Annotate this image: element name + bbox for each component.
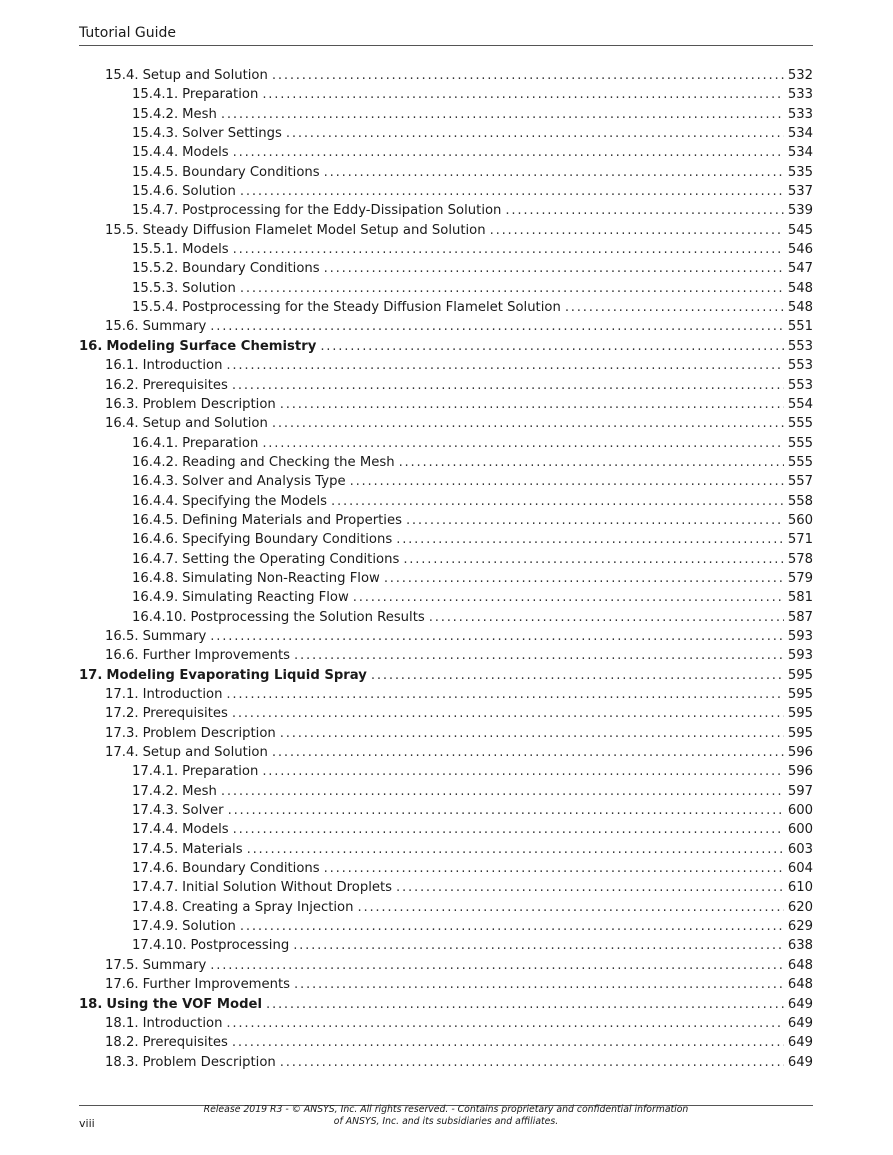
toc-entry-title: Mesh — [182, 106, 217, 122]
toc-entry[interactable] — [79, 704, 813, 723]
toc-leader-dots — [226, 1014, 783, 1033]
toc-entry-number: 15.4.7. — [132, 203, 179, 219]
toc-leader-dots — [280, 724, 784, 743]
toc-entry-page: 553 — [787, 358, 813, 374]
toc-entry-title: Specifying Boundary Conditions — [182, 532, 393, 548]
toc-leader-dots — [262, 762, 784, 781]
footer-page-number: viii — [79, 1117, 95, 1130]
toc-leader-dots — [331, 492, 784, 511]
toc-entry-number: 15.5. — [105, 222, 139, 238]
toc-entry-title: Simulating Reacting Flow — [182, 590, 349, 606]
toc-entry-page: 596 — [787, 764, 813, 780]
toc-entry[interactable] — [79, 395, 813, 414]
toc-entry-title: Introduction — [142, 687, 223, 702]
toc-entry[interactable] — [79, 511, 813, 530]
toc-entry[interactable] — [79, 782, 813, 801]
toc-leader-dots — [324, 163, 784, 182]
toc-entry-title: Simulating Non-Reacting Flow — [182, 570, 380, 586]
toc-entry-page: 560 — [787, 512, 813, 528]
toc-entry-page: 597 — [787, 783, 813, 799]
toc-leader-dots — [286, 124, 784, 143]
toc-entry[interactable] — [79, 936, 813, 955]
toc-entry-title: Boundary Conditions — [182, 164, 320, 180]
toc-entry-page: 649 — [787, 1054, 813, 1070]
toc-entry-number: 15.5.1. — [132, 242, 179, 258]
toc-leader-dots — [399, 453, 784, 472]
toc-leader-dots — [294, 646, 784, 665]
toc-entry-title: Prerequisites — [142, 706, 228, 722]
toc-entry-number: 16.4.2. — [132, 454, 179, 470]
toc-entry-page: 533 — [787, 106, 813, 122]
toc-entry[interactable] — [79, 105, 813, 124]
toc-entry-number: 16.4. — [105, 416, 139, 432]
toc-entry-number: 15.4.3. — [132, 126, 179, 142]
toc-entry-page: 578 — [787, 551, 813, 567]
toc-leader-dots — [280, 395, 784, 414]
toc-entry-page: 546 — [787, 242, 813, 258]
toc-entry-number: 16.4.3. — [132, 474, 179, 490]
toc-leader-dots — [226, 356, 783, 375]
toc-entry-number: 17.6. — [105, 977, 139, 993]
toc-entry[interactable] — [79, 163, 813, 182]
toc-entry-page: 553 — [787, 338, 813, 354]
toc-entry-title: Preparation — [182, 764, 259, 780]
toc-entry-title: Defining Materials and Properties — [182, 512, 402, 528]
toc-entry-page: 593 — [787, 648, 813, 664]
toc-entry-page: 600 — [787, 822, 813, 838]
toc-entry-page: 548 — [787, 300, 813, 316]
toc-entry[interactable] — [79, 666, 813, 685]
toc-entry-page: 555 — [787, 416, 813, 432]
toc-entry-title: Postprocessing for the Steady Diffusion Flamelet Solution — [182, 300, 561, 316]
toc-entry-title: Setup and Solution — [142, 416, 268, 432]
toc-entry[interactable] — [79, 685, 813, 704]
toc-entry-title: Prerequisites — [142, 377, 228, 393]
toc-entry-number: 15.6. — [105, 319, 139, 335]
toc-entry-number: 15.4. — [105, 68, 139, 83]
toc-entry[interactable] — [79, 743, 813, 762]
toc-leader-dots — [272, 414, 784, 433]
toc-entry-page: 603 — [787, 841, 813, 857]
toc-entry[interactable] — [79, 646, 813, 665]
toc-entry[interactable] — [79, 820, 813, 839]
toc-entry-title: Initial Solution Without Droplets — [182, 880, 393, 896]
toc-entry-title: Solver Settings — [182, 126, 282, 142]
toc-entry[interactable] — [79, 724, 813, 743]
toc-entry-number: 17.4.5. — [132, 841, 179, 857]
toc-entry[interactable] — [79, 453, 813, 472]
toc-entry-title: Summary — [142, 957, 207, 973]
toc-entry[interactable] — [79, 1033, 813, 1052]
toc-entry[interactable] — [79, 434, 813, 453]
toc-leader-dots — [210, 956, 784, 975]
toc-entry-number: 15.4.6. — [132, 184, 179, 200]
toc-entry[interactable] — [79, 859, 813, 878]
toc-leader-dots — [384, 569, 784, 588]
toc-entry[interactable] — [79, 472, 813, 491]
toc-entry-number: 15.5.2. — [132, 261, 179, 277]
toc-leader-dots — [272, 66, 784, 85]
toc-leader-dots — [294, 975, 784, 994]
toc-entry[interactable] — [79, 1014, 813, 1033]
toc-entry[interactable] — [79, 356, 813, 375]
toc-entry[interactable] — [79, 898, 813, 917]
toc-entry-title: Models — [182, 822, 229, 838]
toc-entry[interactable] — [79, 317, 813, 336]
toc-entry-page: 533 — [787, 87, 813, 103]
toc-entry[interactable] — [79, 995, 813, 1014]
toc-leader-dots — [262, 434, 784, 453]
toc-entry-title: Preparation — [182, 435, 259, 451]
toc-entry-page: 604 — [787, 861, 813, 877]
toc-leader-dots — [324, 259, 784, 278]
toc-entry[interactable] — [79, 221, 813, 240]
toc-entry-number: 16. — [79, 338, 103, 354]
toc-leader-dots — [280, 1053, 784, 1072]
toc-entry-number: 17.4. — [105, 745, 139, 761]
toc-entry-number: 15.5.3. — [132, 280, 179, 296]
toc-entry-page: 537 — [787, 184, 813, 200]
toc-leader-dots — [357, 898, 783, 917]
toc-entry-number: 17.4.3. — [132, 803, 179, 819]
toc-leader-dots — [490, 221, 784, 240]
toc-entry-number: 16.6. — [105, 648, 139, 664]
toc-entry[interactable] — [79, 608, 813, 627]
toc-leader-dots — [350, 472, 784, 491]
toc-entry-number: 17.5. — [105, 957, 139, 973]
toc-entry[interactable] — [79, 878, 813, 897]
toc-entry-page: 545 — [787, 222, 813, 238]
toc-entry-title: Specifying the Models — [182, 493, 328, 509]
toc-entry[interactable] — [79, 840, 813, 859]
toc-entry-title: Summary — [142, 628, 207, 644]
toc-entry-number: 16.4.7. — [132, 551, 179, 567]
toc-entry-page: 571 — [787, 532, 813, 548]
toc-entry[interactable] — [79, 298, 813, 317]
toc-entry-number: 17.4.4. — [132, 822, 179, 838]
toc-leader-dots — [247, 840, 784, 859]
toc-entry-number: 17.4.8. — [132, 899, 179, 915]
toc-entry-title: Using the VOF Model — [106, 996, 262, 1012]
toc-entry-page: 555 — [787, 435, 813, 451]
toc-entry-page: 629 — [787, 919, 813, 935]
toc-entry-number: 17.4.9. — [132, 919, 179, 935]
toc-entry-title: Prerequisites — [142, 1035, 228, 1051]
toc-entry-number: 15.4.5. — [132, 164, 179, 180]
toc-entry[interactable] — [79, 259, 813, 278]
toc-entry-title: Materials — [182, 841, 243, 857]
toc-entry[interactable] — [79, 956, 813, 975]
toc-entry-page: 638 — [787, 938, 813, 954]
toc-entry-title: Creating a Spray Injection — [182, 899, 354, 915]
toc-entry-number: 16.4.10. — [132, 609, 187, 625]
toc-entry-page: 557 — [787, 474, 813, 490]
toc-entry-title: Boundary Conditions — [182, 261, 320, 277]
toc-leader-dots — [396, 530, 784, 549]
toc-entry-page: 555 — [787, 454, 813, 470]
toc-entry[interactable] — [79, 627, 813, 646]
toc-entry-page: 600 — [787, 803, 813, 819]
toc-leader-dots — [232, 704, 784, 723]
toc-leader-dots — [505, 201, 783, 220]
toc-leader-dots — [396, 878, 784, 897]
toc-leader-dots — [320, 337, 784, 356]
toc-entry-page: 649 — [787, 996, 813, 1012]
toc-entry-title: Problem Description — [142, 725, 276, 741]
toc-entry[interactable] — [79, 762, 813, 781]
toc-entry-page: 596 — [787, 745, 813, 761]
toc-entry-page: 595 — [787, 687, 813, 702]
toc-entry-title: Solution — [182, 919, 236, 935]
toc-entry-number: 16.4.4. — [132, 493, 179, 509]
toc-entry-title: Further Improvements — [142, 977, 291, 993]
toc-entry-page: 579 — [787, 570, 813, 586]
toc-entry-number: 16.4.6. — [132, 532, 179, 548]
toc-entry-title: Summary — [142, 319, 207, 335]
toc-entry-page: 553 — [787, 377, 813, 393]
toc-leader-dots — [240, 917, 784, 936]
toc-entry-title: Introduction — [142, 358, 223, 374]
toc-entry-page: 547 — [787, 261, 813, 277]
toc-entry-number: 17.4.7. — [132, 880, 179, 896]
toc-entry-title: Problem Description — [142, 396, 276, 412]
toc-leader-dots — [272, 743, 784, 762]
footer-copyright-line-1: Release 2019 R3 - © ANSYS, Inc. All rights reserved. - Contains proprietary and confidential information — [203, 1104, 689, 1115]
toc-entry-title: Solver and Analysis Type — [182, 474, 346, 490]
toc-entry-number: 16.5. — [105, 628, 139, 644]
toc-entry-page: 595 — [787, 725, 813, 741]
toc-entry-title: Setup and Solution — [142, 68, 268, 83]
toc-entry-title: Models — [182, 145, 229, 161]
toc-leader-dots — [324, 859, 784, 878]
toc-entry-title: Postprocessing — [190, 938, 290, 954]
toc-leader-dots — [406, 511, 784, 530]
toc-entry-number: 16.2. — [105, 377, 139, 393]
toc-entry-page: 558 — [787, 493, 813, 509]
toc-entry-title: Boundary Conditions — [182, 861, 320, 877]
toc-entry-page: 532 — [787, 68, 813, 83]
toc-entry-title: Solution — [182, 184, 236, 200]
toc-entry-page: 610 — [787, 880, 813, 896]
toc-entry-title: Introduction — [142, 1015, 223, 1031]
toc-entry-page: 595 — [787, 667, 813, 683]
toc-entry[interactable] — [79, 975, 813, 994]
toc-entry[interactable] — [79, 530, 813, 549]
toc-entry-page: 649 — [787, 1015, 813, 1031]
toc-entry-number: 17.4.6. — [132, 861, 179, 877]
toc-entry-number: 16.4.9. — [132, 590, 179, 606]
toc-entry-title: Postprocessing the Solution Results — [190, 609, 425, 625]
toc-entry[interactable] — [79, 85, 813, 104]
toc-entry-title: Modeling Evaporating Liquid Spray — [106, 667, 367, 683]
toc-entry-number: 15.4.2. — [132, 106, 179, 122]
toc-entry-number: 18. — [79, 996, 103, 1012]
toc-leader-dots — [371, 666, 784, 685]
toc-leader-dots — [429, 608, 784, 627]
toc-entry-number: 17. — [79, 667, 103, 683]
toc-leader-dots — [403, 550, 784, 569]
toc-entry-number: 16.4.5. — [132, 512, 179, 528]
toc-entry-page: 548 — [787, 280, 813, 296]
toc-entry[interactable] — [79, 917, 813, 936]
toc-entry[interactable] — [79, 279, 813, 298]
toc-entry-page: 620 — [787, 899, 813, 915]
toc-entry-number: 16.1. — [105, 358, 139, 374]
toc-entry-title: Setup and Solution — [142, 745, 268, 761]
toc-entry-number: 18.2. — [105, 1035, 139, 1051]
toc-entry[interactable] — [79, 240, 813, 259]
toc-entry-number: 16.4.8. — [132, 570, 179, 586]
toc-entry-title: Solver — [182, 803, 224, 819]
toc-leader-dots — [240, 182, 784, 201]
toc-entry[interactable] — [79, 550, 813, 569]
toc-leader-dots — [353, 588, 784, 607]
toc-entry[interactable] — [79, 143, 813, 162]
toc-entry-number: 15.5.4. — [132, 300, 179, 316]
toc-entry[interactable] — [79, 588, 813, 607]
table-of-contents — [79, 66, 813, 1072]
toc-entry-number: 18.3. — [105, 1054, 139, 1070]
toc-leader-dots — [565, 298, 784, 317]
toc-entry-number: 15.4.4. — [132, 145, 179, 161]
toc-entry-page: 554 — [787, 396, 813, 412]
toc-entry-title: Solution — [182, 280, 236, 296]
toc-entry[interactable] — [79, 801, 813, 820]
toc-entry-page: 534 — [787, 145, 813, 161]
toc-leader-dots — [233, 240, 784, 259]
toc-entry[interactable] — [79, 376, 813, 395]
toc-entry[interactable] — [79, 492, 813, 511]
toc-leader-dots — [233, 143, 784, 162]
toc-leader-dots — [240, 279, 784, 298]
toc-entry-page: 535 — [787, 164, 813, 180]
toc-entry-page: 551 — [787, 319, 813, 335]
toc-entry[interactable] — [79, 569, 813, 588]
toc-entry-page: 534 — [787, 126, 813, 142]
toc-entry-page: 649 — [787, 1035, 813, 1051]
toc-entry-title: Reading and Checking the Mesh — [182, 454, 395, 470]
toc-entry[interactable] — [79, 1053, 813, 1072]
toc-entry-number: 18.1. — [105, 1015, 139, 1031]
toc-entry[interactable] — [79, 66, 813, 85]
toc-leader-dots — [210, 627, 784, 646]
toc-entry-number: 16.3. — [105, 396, 139, 412]
toc-entry-page: 593 — [787, 628, 813, 644]
toc-entry-page: 581 — [787, 590, 813, 606]
toc-leader-dots — [226, 685, 783, 704]
toc-entry-number: 15.4.1. — [132, 87, 179, 103]
toc-entry-page: 648 — [787, 957, 813, 973]
toc-entry-number: 17.1. — [105, 687, 139, 702]
footer-copyright — [79, 1104, 813, 1128]
toc-leader-dots — [232, 376, 784, 395]
toc-entry-number: 17.4.1. — [132, 764, 179, 780]
running-header — [79, 24, 813, 46]
toc-leader-dots — [233, 820, 784, 839]
toc-leader-dots — [221, 782, 784, 801]
toc-entry-title: Steady Diffusion Flamelet Model Setup and Solution — [142, 222, 486, 238]
toc-entry-title: Models — [182, 242, 229, 258]
toc-entry[interactable] — [79, 414, 813, 433]
toc-entry-number: 17.4.2. — [132, 783, 179, 799]
toc-entry-number: 17.4.10. — [132, 938, 187, 954]
toc-entry-number: 17.2. — [105, 706, 139, 722]
toc-entry[interactable] — [79, 182, 813, 201]
toc-entry-page: 648 — [787, 977, 813, 993]
toc-entry-number: 17.3. — [105, 725, 139, 741]
toc-leader-dots — [228, 801, 784, 820]
toc-entry-page: 587 — [787, 609, 813, 625]
toc-entry[interactable] — [79, 337, 813, 356]
toc-leader-dots — [293, 936, 784, 955]
toc-entry-page: 539 — [787, 203, 813, 219]
header-title: Tutorial Guide — [79, 25, 177, 41]
footer-copyright-line-2: of ANSYS, Inc. and its subsidiaries and affiliates. — [333, 1116, 559, 1127]
toc-leader-dots — [266, 995, 784, 1014]
toc-entry-title: Mesh — [182, 783, 217, 799]
toc-entry[interactable] — [79, 124, 813, 143]
toc-entry-title: Further Improvements — [142, 648, 291, 664]
toc-entry-title: Preparation — [182, 87, 259, 103]
toc-entry-title: Postprocessing for the Eddy-Dissipation Solution — [182, 203, 502, 219]
toc-leader-dots — [262, 85, 784, 104]
toc-entry-title: Setting the Operating Conditions — [182, 551, 400, 567]
toc-entry[interactable] — [79, 201, 813, 220]
toc-leader-dots — [232, 1033, 784, 1052]
toc-leader-dots — [221, 105, 784, 124]
toc-entry-number: 16.4.1. — [132, 435, 179, 451]
toc-entry-title: Problem Description — [142, 1054, 276, 1070]
toc-leader-dots — [210, 317, 784, 336]
toc-entry-title: Modeling Surface Chemistry — [106, 338, 317, 354]
toc-entry-page: 595 — [787, 706, 813, 722]
